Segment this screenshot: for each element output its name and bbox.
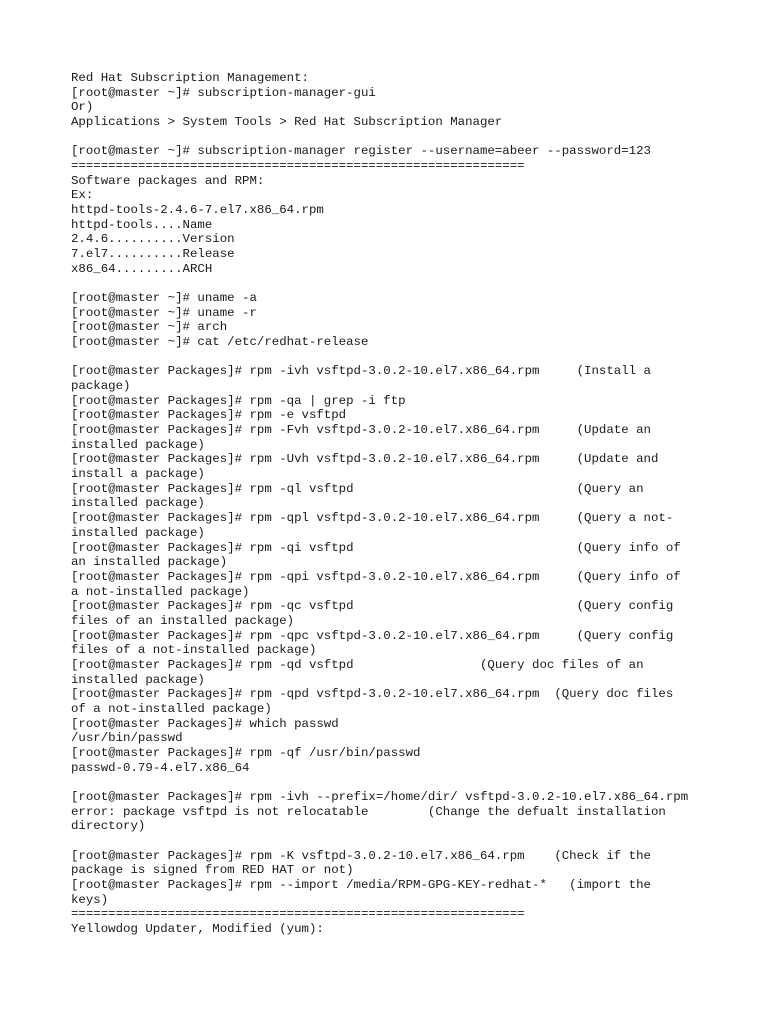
text-line: [root@master Packages]# rpm -qf /usr/bin/passwd (71, 745, 421, 760)
text-line: passwd-0.79-4.el7.x86_64 (71, 760, 250, 775)
text-line: [root@master Packages]# rpm -qd vsftpd (Query doc files of an (71, 657, 644, 672)
text-line: Ex: (71, 188, 94, 203)
separator-line: ============================================================= (71, 159, 525, 174)
text-line: [root@master Packages]# rpm -qi vsftpd (Query info of (71, 540, 681, 555)
text-line: [root@master Packages]# rpm -ql vsftpd (Query an (71, 481, 644, 496)
text-line: Red Hat Subscription Management: (71, 71, 309, 85)
text-line: an installed package) (71, 555, 228, 570)
text-line: files of an installed package) (71, 613, 295, 628)
text-line: [root@master Packages]# rpm -qpd vsftpd-3.0.2-10.el7.x86_64.rpm (Query doc files (71, 687, 674, 702)
section-heading: Software packages and RPM: (71, 173, 265, 188)
text-line: httpd-tools....Name (71, 217, 213, 232)
text-line: [root@master Packages]# rpm -ivh --prefix=/home/dir/ vsftpd-3.0.2-10.el7.x86_64.rpm (71, 789, 689, 804)
blank-line (71, 130, 761, 145)
text-line: keys) (71, 892, 109, 907)
text-line: [root@master Packages]# rpm -qpl vsftpd-3.0.2-10.el7.x86_64.rpm (Query a not- (71, 511, 674, 526)
text-line: installed package) (71, 496, 205, 511)
text-line: 7.el7..........Release (71, 247, 235, 262)
text-line: installed package) (71, 525, 205, 540)
section-heading: Yellowdog Updater, Modified (yum): (71, 921, 324, 936)
text-line: [root@master ~]# subscription-manager-gui (71, 85, 376, 100)
text-line: installed package) (71, 437, 205, 452)
text-line: a not-installed package) (71, 584, 250, 599)
text-line: [root@master ~]# cat /etc/redhat-release (71, 335, 369, 350)
text-line: [root@master ~]# uname -a (71, 291, 257, 306)
document-page (71, 71, 761, 937)
text-line: of a not-installed package) (71, 701, 272, 716)
text-line: [root@master Packages]# rpm -qpc vsftpd-3.0.2-10.el7.x86_64.rpm (Query config (71, 628, 674, 643)
text-line: [root@master Packages]# rpm -qa | grep -i ftp (71, 393, 406, 408)
text-line: [root@master Packages]# rpm -Uvh vsftpd-3.0.2-10.el7.x86_64.rpm (Update and (71, 452, 659, 467)
text-line: package is signed from RED HAT or not) (71, 863, 354, 878)
text-line: x86_64.........ARCH (71, 261, 213, 276)
text-line: package) (71, 379, 131, 394)
text-line: [root@master Packages]# rpm -qc vsftpd (Query config (71, 599, 674, 614)
text-line: Applications > System Tools > Red Hat Subscription Manager (71, 115, 503, 130)
blank-line (71, 834, 761, 849)
text-line: install a package) (71, 467, 205, 482)
blank-line (71, 276, 761, 291)
text-line: [root@master Packages]# rpm --import /media/RPM-GPG-KEY-redhat-* (import the (71, 877, 651, 892)
separator-line: ============================================================= (71, 907, 525, 922)
text-line: [root@master ~]# arch (71, 320, 228, 335)
text-line: installed package) (71, 672, 205, 687)
text-line: [root@master Packages]# rpm -K vsftpd-3.0.2-10.el7.x86_64.rpm (Check if the (71, 848, 651, 863)
text-line: httpd-tools-2.4.6-7.el7.x86_64.rpm (71, 203, 324, 218)
text-line: 2.4.6..........Version (71, 232, 235, 247)
text-line: [root@master ~]# subscription-manager register --username=abeer --password=123 (71, 144, 651, 159)
blank-line (71, 350, 761, 365)
text-line: error: package vsftpd is not relocatable (Change the defualt installation (71, 804, 666, 819)
text-line: /usr/bin/passwd (71, 731, 183, 746)
blank-line (71, 775, 761, 790)
text-line: [root@master Packages]# rpm -e vsftpd (71, 408, 347, 423)
text-line: [root@master Packages]# rpm -ivh vsftpd-3.0.2-10.el7.x86_64.rpm (Install a (71, 364, 651, 379)
text-line: directory) (71, 819, 146, 834)
text-line: [root@master Packages]# which passwd (71, 716, 339, 731)
text-line: [root@master Packages]# rpm -qpi vsftpd-3.0.2-10.el7.x86_64.rpm (Query info of (71, 569, 681, 584)
text-line: [root@master ~]# uname -r (71, 305, 257, 320)
text-line: files of a not-installed package) (71, 643, 317, 658)
text-line: Or) (71, 100, 94, 115)
text-line: [root@master Packages]# rpm -Fvh vsftpd-3.0.2-10.el7.x86_64.rpm (Update an (71, 423, 651, 438)
